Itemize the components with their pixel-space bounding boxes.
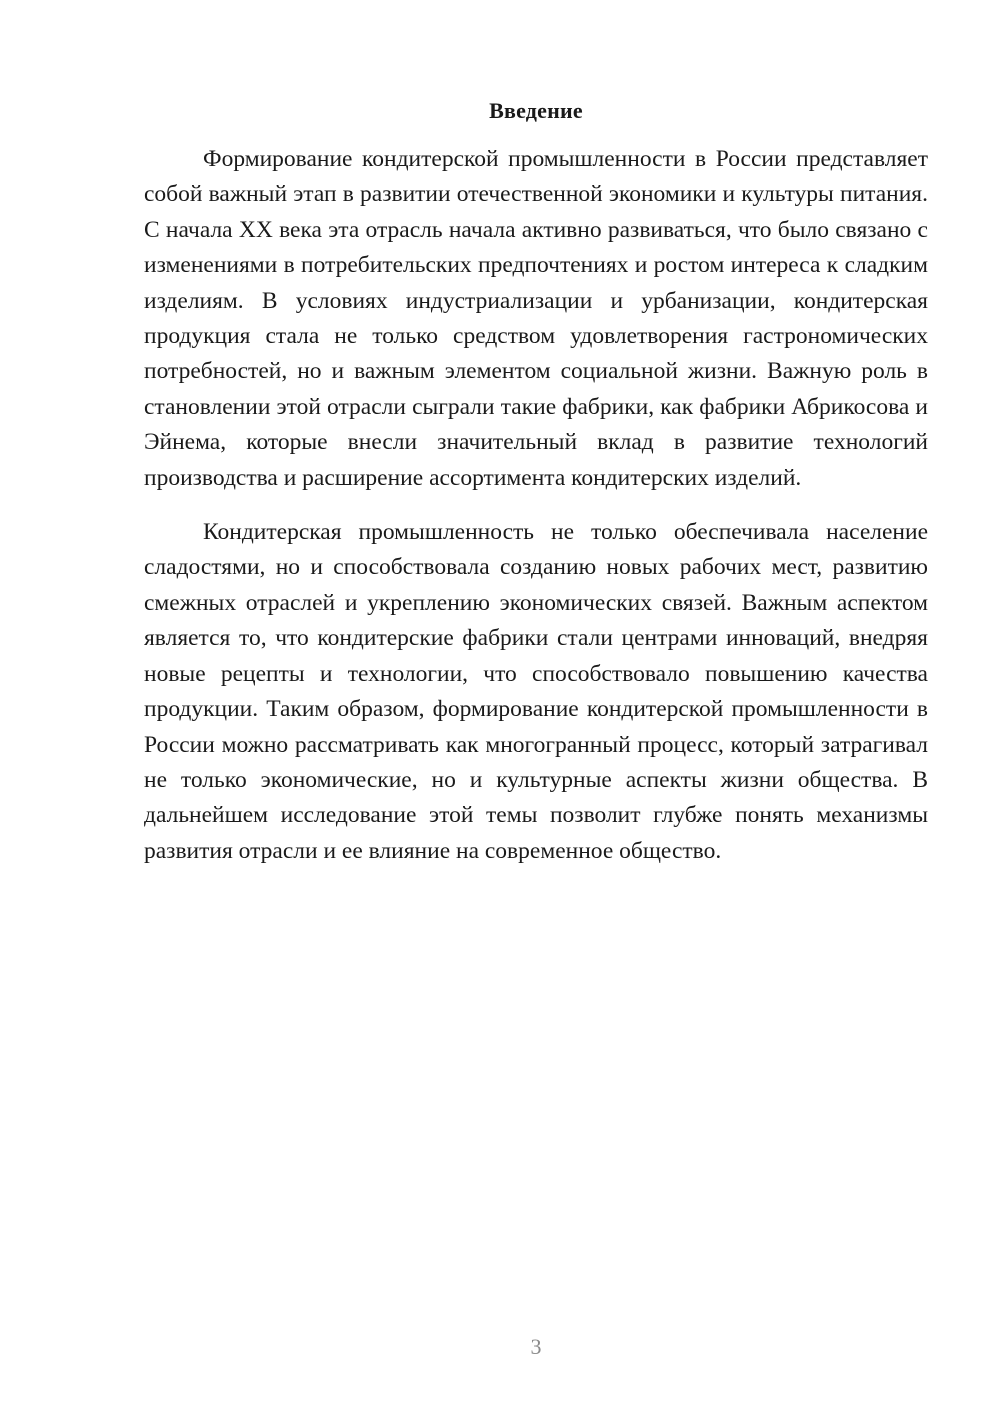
paragraph-1: Формирование кондитерской промышленности в России представляет собой важный этап в развитии отечественной экономики и культуры питания. С начала XX века эта отрасль начала активно развиваться, что было связано с изменениями в потребительских предпочтениях и ростом интереса к сладким изделиям. В условиях индустриализации и урбанизации, кондитерская продукция стала не только средством удовлетворения гастрономических потребностей, но и важным элементом социальной жизни. Важную роль в становлении этой отрасли сыграли такие фабрики, как фабрики Абрикосова и Эйнема, которые внесли значительный вклад в развитие технологий производства и расширение ассортимента кондитерских изделий. <box>144 146 928 491</box>
page-title: Введение <box>489 98 583 123</box>
paragraph-2: Кондитерская промышленность не только обеспечивала население сладостями, но и способствовала созданию новых рабочих мест, развитию смежных отраслей и укреплению экономических связей. Важным аспектом является то, что кондитерские фабрики стали центрами инноваций, внедряя новые рецепты и технологии, что способствовало повышению качества продукции. Таким образом, формирование кондитерской промышленности в России можно рассматривать как многогранный процесс, который затрагивал не только экономические, но и культурные аспекты жизни общества. В дальнейшем исследование этой темы позволит глубже понять механизмы развития отрасли и ее влияние на современное общество. <box>144 519 928 864</box>
body-text <box>144 142 928 869</box>
page-number: 3 <box>530 1334 542 1359</box>
